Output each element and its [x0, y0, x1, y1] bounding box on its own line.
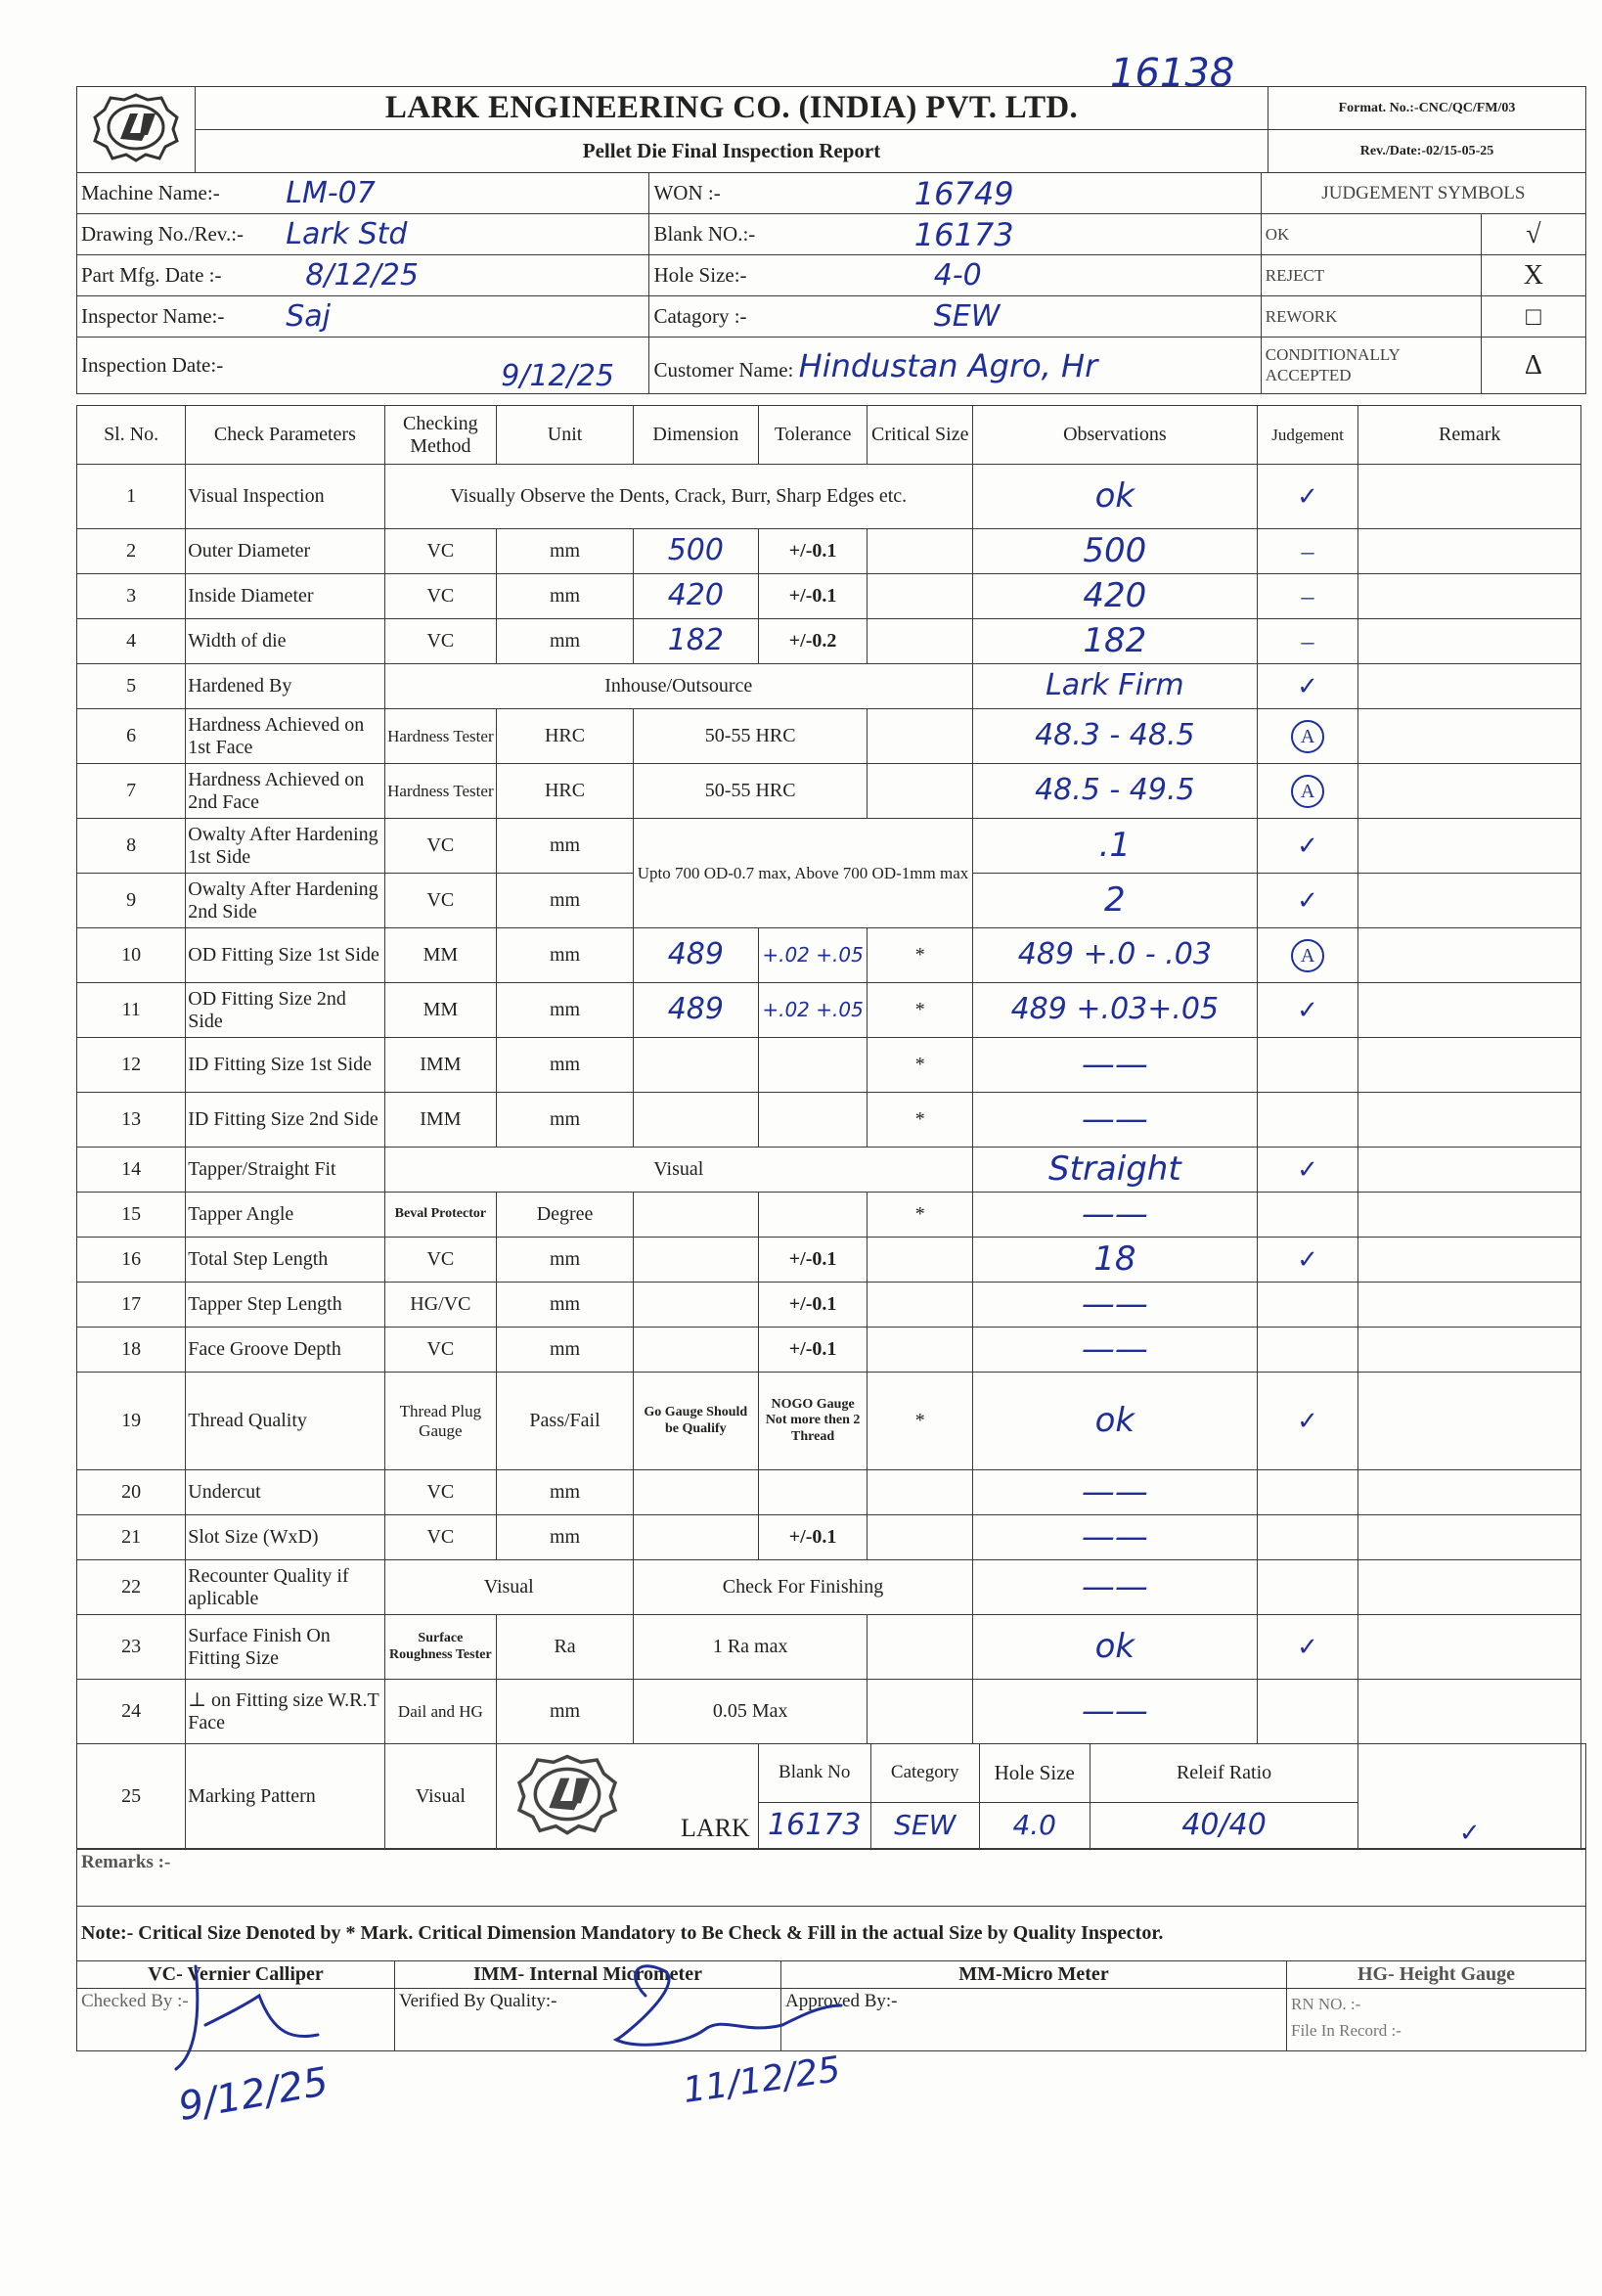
row-parameter: Slot Size (WxD)	[186, 1515, 384, 1560]
observation-value: ——	[1081, 1193, 1148, 1234]
marking-category-header: Category	[870, 1744, 979, 1802]
row-method: Visual	[384, 1560, 633, 1615]
observation-value: ok	[1094, 1626, 1135, 1666]
row-parameter: Tapper/Straight Fit	[186, 1148, 384, 1193]
observation-value: ——	[1081, 1471, 1148, 1511]
row-unit: Degree	[497, 1193, 634, 1238]
row-number: 15	[77, 1193, 186, 1238]
row-tolerance: +/-0.2	[758, 619, 868, 664]
row-merged-description: Inhouse/Outsource	[384, 664, 973, 709]
observation-value: 420	[1083, 575, 1147, 615]
judgement-mark: ✓	[1297, 671, 1318, 700]
judgement-mark: ✓	[1297, 831, 1318, 860]
row-tolerance: +/-0.1	[758, 1238, 868, 1283]
row-unit: mm	[497, 874, 634, 928]
dimension-value: 420	[667, 578, 724, 613]
row-parameter: Outer Diameter	[186, 529, 384, 574]
observation-value: 500	[1083, 530, 1147, 570]
col-tolerance: Tolerance	[758, 406, 868, 465]
inspection-date-value: 9/12/25	[282, 338, 649, 394]
dimension-value: 500	[667, 533, 724, 568]
row-number: 6	[77, 709, 186, 764]
legend-mm: MM-Micro Meter	[781, 1961, 1287, 1989]
observation-value: ——	[1081, 1566, 1148, 1606]
verifier-date: 11/12/25	[680, 2048, 843, 2112]
row-unit: mm	[497, 1470, 634, 1515]
row-parameter: ID Fitting Size 2nd Side	[186, 1093, 384, 1148]
row-dimension-tolerance: 50-55 HRC	[633, 709, 868, 764]
row-method: VC	[384, 529, 497, 574]
col-critical-size: Critical Size	[868, 406, 973, 465]
row-method: Dail and HG	[384, 1680, 497, 1744]
row-method: IMM	[384, 1038, 497, 1093]
row-method: MM	[384, 983, 497, 1038]
won-value: 16749	[803, 173, 1262, 214]
observation-value: Straight	[1048, 1148, 1181, 1189]
row-unit: mm	[497, 1038, 634, 1093]
row-number: 13	[77, 1093, 186, 1148]
col-judgement: Judgement	[1257, 406, 1358, 465]
row-number: 11	[77, 983, 186, 1038]
judgement-mark: A	[1291, 939, 1324, 972]
col-unit: Unit	[497, 406, 634, 465]
observation-value: 489 +.0 - .03	[1017, 937, 1212, 972]
marking-hole-value: 4.0	[979, 1802, 1090, 1848]
marking-blank-header: Blank No	[759, 1744, 871, 1802]
row-unit: Ra	[497, 1615, 634, 1680]
row-method: VC	[384, 1328, 497, 1373]
row-method: MM	[384, 928, 497, 983]
row-parameter: Tapper Angle	[186, 1193, 384, 1238]
row-dimension-tolerance: 1 Ra max	[633, 1615, 868, 1680]
row-critical-size: *	[868, 1193, 973, 1238]
symbol-rework: □	[1481, 296, 1585, 338]
rn-number: RN NO. :-	[1291, 1995, 1361, 2013]
report-title: Pellet Die Final Inspection Report	[196, 130, 1268, 173]
rev-date: Rev./Date:-02/15-05-25	[1268, 130, 1586, 173]
row-dimension-tolerance: 0.05 Max	[633, 1680, 868, 1744]
symbol-ok: √	[1481, 214, 1585, 255]
dimension-value: 489	[667, 937, 724, 972]
observation-value: Lark Firm	[1046, 668, 1184, 703]
observation-value: 2	[1104, 879, 1126, 920]
inspector-value: Saj	[282, 296, 649, 338]
row-number: 22	[77, 1560, 186, 1615]
row-unit: mm	[497, 619, 634, 664]
observation-value: ——	[1081, 1099, 1148, 1139]
row-number: 17	[77, 1283, 186, 1328]
company-name: LARK ENGINEERING CO. (INDIA) PVT. LTD.	[196, 87, 1268, 130]
row-parameter: ID Fitting Size 1st Side	[186, 1038, 384, 1093]
row-parameter: Visual Inspection	[186, 465, 384, 529]
mfg-date-value: 8/12/25	[282, 255, 649, 296]
col-dimension: Dimension	[633, 406, 758, 465]
judgement-mark: ✓	[1297, 1244, 1318, 1274]
tolerance-value: +.02 +.05	[762, 997, 864, 1021]
observation-value: 48.3 - 48.5	[1035, 718, 1195, 753]
judgement-mark: –	[1301, 626, 1314, 655]
row-unit: mm	[497, 574, 634, 619]
drawing-label: Drawing No./Rev.:-	[77, 214, 283, 255]
row-parameter: Surface Finish On Fitting Size	[186, 1615, 384, 1680]
row-parameter: Hardness Achieved on 2nd Face	[186, 764, 384, 819]
row-unit: HRC	[497, 709, 634, 764]
row-parameter: Tapper Step Length	[186, 1283, 384, 1328]
row-critical-size: *	[868, 1373, 973, 1470]
col-observations: Observations	[973, 406, 1258, 465]
row-parameter: Width of die	[186, 619, 384, 664]
symbol-reject: X	[1481, 255, 1585, 296]
row-parameter: OD Fitting Size 2nd Side	[186, 983, 384, 1038]
checker-date: 9/12/25	[175, 2058, 333, 2131]
judgement-mark: ✓	[1297, 1154, 1318, 1184]
row-tolerance: NOGO Gauge Not more then 2 Thread	[758, 1373, 868, 1470]
row-unit: mm	[497, 819, 634, 874]
row-unit: mm	[497, 1093, 634, 1148]
row-method: Thread Plug Gauge	[384, 1373, 497, 1470]
observation-value: .1	[1098, 825, 1132, 865]
row-tolerance: +/-0.1	[758, 1283, 868, 1328]
row-parameter: OD Fitting Size 1st Side	[186, 928, 384, 983]
marking-blank-value: 16173	[759, 1802, 871, 1848]
marking-relief-value: 40/40	[1090, 1802, 1357, 1848]
col-remark: Remark	[1358, 406, 1581, 465]
dimension-value: 182	[667, 623, 724, 658]
note-row: Note:- Critical Size Denoted by * Mark. Critical Dimension Mandatory to Be Check & Fill in the actual Size by Quality Inspector.	[77, 1907, 1586, 1961]
won-label: WON :-	[649, 173, 803, 214]
row-tolerance: +/-0.1	[758, 1328, 868, 1373]
row-method: Visual	[384, 1744, 497, 1849]
format-number: Format. No.:-CNC/QC/FM/03	[1268, 87, 1586, 130]
hole-size-label: Hole Size:-	[649, 255, 803, 296]
blank-label: Blank NO.:-	[649, 214, 803, 255]
checker-signature	[176, 1966, 318, 2069]
row-number: 20	[77, 1470, 186, 1515]
row-unit: mm	[497, 1515, 634, 1560]
row-unit: mm	[497, 529, 634, 574]
judgement-mark: –	[1301, 581, 1314, 610]
observation-value: ——	[1081, 1690, 1148, 1731]
row-unit: mm	[497, 928, 634, 983]
row-number: 7	[77, 764, 186, 819]
row-dimension: Go Gauge Should be Qualify	[633, 1373, 758, 1470]
row-critical-size: *	[868, 1038, 973, 1093]
row-number: 23	[77, 1615, 186, 1680]
judgement-mark: A	[1291, 775, 1324, 808]
row-critical-size: *	[868, 983, 973, 1038]
observation-value: 18	[1093, 1238, 1136, 1279]
mfg-date-label: Part Mfg. Date :-	[77, 255, 283, 296]
blank-value: 16173	[803, 214, 1262, 255]
symbol-rework-label: REWORK	[1261, 296, 1481, 338]
row-parameter: Owalty After Hardening 1st Side	[186, 819, 384, 874]
row-method: Hardness Tester	[384, 709, 497, 764]
observation-value: ——	[1081, 1516, 1148, 1556]
row-number: 10	[77, 928, 186, 983]
observation-value: 48.5 - 49.5	[1035, 773, 1195, 808]
row-number: 18	[77, 1328, 186, 1373]
category-label: Catagory :-	[649, 296, 803, 338]
observation-value: ——	[1081, 1044, 1148, 1084]
row-method: Hardness Tester	[384, 764, 497, 819]
top-number: 16138	[1110, 51, 1235, 96]
row-tolerance: +/-0.1	[758, 1515, 868, 1560]
legend-vc: VC- Vernier Calliper	[77, 1961, 395, 1989]
row-method: VC	[384, 1515, 497, 1560]
row-unit: Pass/Fail	[497, 1373, 634, 1470]
judgement-symbols-title: JUDGEMENT SYMBOLS	[1261, 173, 1585, 214]
row-method: VC	[384, 574, 497, 619]
row-unit: mm	[497, 1283, 634, 1328]
judgement-mark: –	[1301, 536, 1314, 565]
inspector-label: Inspector Name:-	[77, 296, 283, 338]
judgement-mark: ✓	[1297, 885, 1318, 915]
row-number: 12	[77, 1038, 186, 1093]
marking-hole-header: Hole Size	[979, 1744, 1090, 1802]
row-judgement: ✓	[1358, 1744, 1581, 1849]
row-critical-size: *	[868, 928, 973, 983]
row-method: Beval Protector	[384, 1193, 497, 1238]
observation-value: ok	[1094, 475, 1135, 516]
customer-value: Hindustan Agro, Hr	[798, 346, 1098, 384]
row-dimension: Check For Finishing	[633, 1560, 972, 1615]
observation-value: ok	[1094, 1400, 1135, 1440]
machine-label: Machine Name:-	[77, 173, 283, 214]
legend-imm: IMM- Internal Micrometer	[395, 1961, 781, 1989]
row-parameter: Face Groove Depth	[186, 1328, 384, 1373]
judgement-mark: ✓	[1297, 481, 1318, 511]
verifier-signature	[616, 1966, 841, 2045]
row-method: VC	[384, 619, 497, 664]
checked-by: Checked By :-	[77, 1989, 395, 2051]
inspection-date-label: Inspection Date:-	[77, 338, 283, 394]
observation-value: ——	[1081, 1328, 1148, 1369]
row-parameter: Thread Quality	[186, 1373, 384, 1470]
machine-value: LM-07	[282, 173, 649, 214]
row-parameter: Marking Pattern	[186, 1744, 384, 1849]
drawing-value: Lark Std	[282, 214, 649, 255]
judgement-mark: ✓	[1297, 1406, 1318, 1435]
row-number: 21	[77, 1515, 186, 1560]
col-sl-no: Sl. No.	[77, 406, 186, 465]
file-in-record: File In Record :-	[1291, 2021, 1402, 2041]
row-parameter: Owalty After Hardening 2nd Side	[186, 874, 384, 928]
row-method: VC	[384, 874, 497, 928]
row-method: Surface Roughness Tester	[384, 1615, 497, 1680]
legend-hg: HG- Height Gauge	[1287, 1961, 1586, 1989]
judgement-mark: A	[1291, 720, 1324, 753]
row-parameter: ⊥ on Fitting size W.R.T Face	[186, 1680, 384, 1744]
observation-value: 489 +.03+.05	[1010, 992, 1220, 1027]
row-number: 2	[77, 529, 186, 574]
col-check-parameters: Check Parameters	[186, 406, 384, 465]
observation-value: 182	[1083, 620, 1147, 660]
marking-relief-header: Releif Ratio	[1176, 1761, 1272, 1783]
row-method: HG/VC	[384, 1283, 497, 1328]
row-parameter: Recounter Quality if aplicable	[186, 1560, 384, 1615]
approved-by: Approved By:-	[781, 1989, 1287, 2051]
row-unit: mm	[497, 1680, 634, 1744]
row-parameter: Hardness Achieved on 1st Face	[186, 709, 384, 764]
judgement-mark: ✓	[1297, 1632, 1318, 1661]
row-parameter: Total Step Length	[186, 1238, 384, 1283]
judgement-mark: ✓	[1297, 995, 1318, 1024]
row-number: 14	[77, 1148, 186, 1193]
category-value: SEW	[803, 296, 1262, 338]
dimension-value: 489	[667, 992, 724, 1027]
row-number: 8	[77, 819, 186, 874]
col-checking-method: Checking Method	[384, 406, 497, 465]
symbol-ok-label: OK	[1261, 214, 1481, 255]
row-method: VC	[384, 819, 497, 874]
row-number: 1	[77, 465, 186, 529]
observation-value: ——	[1081, 1283, 1148, 1324]
row-method: IMM	[384, 1093, 497, 1148]
tolerance-value: +.02 +.05	[762, 942, 864, 967]
marking-category-value: SEW	[870, 1802, 979, 1848]
row-parameter: Undercut	[186, 1470, 384, 1515]
row-parameter: Inside Diameter	[186, 574, 384, 619]
row-number: 16	[77, 1238, 186, 1283]
remarks-row: Remarks :-	[77, 1850, 1586, 1907]
symbol-conditional: Δ	[1481, 338, 1585, 394]
row-number: 4	[77, 619, 186, 664]
row-unit: HRC	[497, 764, 634, 819]
row-method: VC	[384, 1238, 497, 1283]
verified-by: Verified By Quality:-	[395, 1989, 781, 2051]
row-number: 5	[77, 664, 186, 709]
row-dimension-tolerance: 50-55 HRC	[633, 764, 868, 819]
row-parameter: Hardened By	[186, 664, 384, 709]
hole-size-value: 4-0	[803, 255, 1262, 296]
row-unit: mm	[497, 1328, 634, 1373]
row-number: 9	[77, 874, 186, 928]
row-tolerance: +/-0.1	[758, 574, 868, 619]
symbol-conditional-label: CONDITIONALLY ACCEPTED	[1261, 338, 1481, 394]
row-critical-size: *	[868, 1093, 973, 1148]
customer-label: Customer Name:	[653, 357, 794, 382]
row-method: VC	[384, 1470, 497, 1515]
row-merged-description: Visual	[384, 1148, 973, 1193]
row-dimension-tolerance: Upto 700 OD-0.7 max, Above 700 OD-1mm max	[633, 819, 972, 928]
row-number: 25	[77, 1744, 186, 1849]
row-merged-description: Visually Observe the Dents, Crack, Burr, Sharp Edges etc.	[384, 465, 973, 529]
row-unit: mm	[497, 1238, 634, 1283]
row-number: 19	[77, 1373, 186, 1470]
marking-lark-text: LARK	[680, 1814, 750, 1843]
row-tolerance: +/-0.1	[758, 529, 868, 574]
row-unit: mm	[497, 983, 634, 1038]
symbol-reject-label: REJECT	[1261, 255, 1481, 296]
row-number: 24	[77, 1680, 186, 1744]
row-number: 3	[77, 574, 186, 619]
